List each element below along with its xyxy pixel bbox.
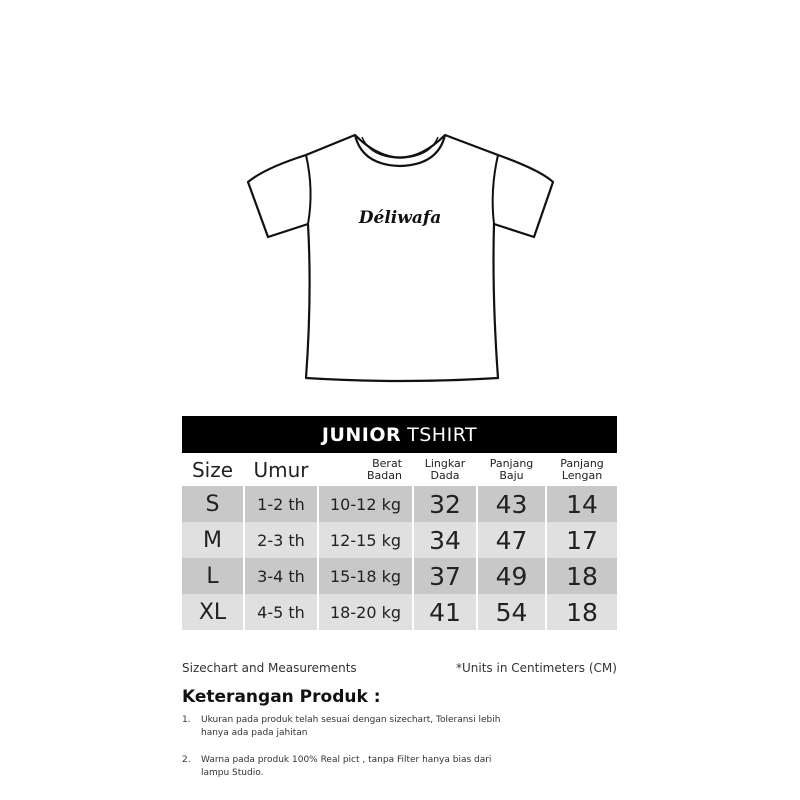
- keterangan-title: Keterangan Produk :: [182, 687, 381, 707]
- list-item-number: 1.: [182, 715, 191, 725]
- size-table: [182, 453, 617, 630]
- cell-length: 43: [477, 486, 546, 522]
- cell-weight: 10-12 kg: [318, 486, 413, 522]
- cell-sleeve: 14: [546, 486, 617, 522]
- cell-length: 49: [477, 558, 546, 594]
- cell-chest: 37: [413, 558, 477, 594]
- cell-age: 2-3 th: [244, 522, 318, 558]
- cell-size: M: [182, 522, 244, 558]
- list-item-number: 2.: [182, 755, 191, 765]
- list-item-line2: lampu Studio.: [201, 768, 264, 778]
- cell-size: XL: [182, 594, 244, 630]
- cell-chest: 41: [413, 594, 477, 630]
- list-item-line1: Warna pada produk 100% Real pict , tanpa Filter hanya bias dari: [201, 755, 492, 765]
- sizechart-note: Sizechart and Measurements: [182, 661, 357, 675]
- table-row: [182, 558, 617, 594]
- header-chest-line2: Dada: [430, 468, 460, 482]
- header-length: [477, 453, 546, 486]
- header-sleeve-line2: Lengan: [561, 468, 603, 482]
- list-item-text: [201, 754, 542, 780]
- header-weight: [318, 453, 413, 486]
- cell-length: 54: [477, 594, 546, 630]
- header-length-line1: Panjang: [489, 456, 534, 470]
- title-bold: JUNIOR: [321, 423, 402, 446]
- title-light: TSHIRT: [407, 423, 478, 446]
- brand-logo: Déliwafa: [358, 208, 442, 228]
- list-item-line2: hanya ada pada jahitan: [201, 728, 308, 738]
- table-row: [182, 594, 617, 630]
- cell-weight: 12-15 kg: [318, 522, 413, 558]
- tshirt-illustration: [240, 120, 560, 390]
- cell-age: 3-4 th: [244, 558, 318, 594]
- header-size: Size: [182, 453, 244, 486]
- cell-chest: 32: [413, 486, 477, 522]
- list-item-line1: Ukuran pada produk telah sesuai dengan sizechart, Toleransi lebih: [201, 715, 501, 725]
- cell-age: 1-2 th: [244, 486, 318, 522]
- cell-age: 4-5 th: [244, 594, 318, 630]
- units-note: *Units in Centimeters (CM): [456, 661, 617, 675]
- cell-weight: 15-18 kg: [318, 558, 413, 594]
- cell-length: 47: [477, 522, 546, 558]
- header-weight-line2: Badan: [367, 468, 402, 482]
- cell-sleeve: 18: [546, 558, 617, 594]
- header-length-line2: Baju: [499, 468, 524, 482]
- size-chart: [182, 416, 617, 630]
- header-chest-line1: Lingkar: [424, 456, 466, 470]
- keterangan-list: [182, 714, 542, 794]
- list-item: [182, 714, 542, 740]
- table-row: [182, 486, 617, 522]
- table-row: [182, 522, 617, 558]
- header-weight-line1: Berat: [372, 456, 402, 470]
- cell-chest: 34: [413, 522, 477, 558]
- tshirt-outline-icon: [240, 120, 560, 390]
- cell-size: S: [182, 486, 244, 522]
- list-item-text: [201, 714, 542, 740]
- cell-weight: 18-20 kg: [318, 594, 413, 630]
- cell-sleeve: 18: [546, 594, 617, 630]
- cell-size: L: [182, 558, 244, 594]
- cell-sleeve: 17: [546, 522, 617, 558]
- size-chart-title: [182, 416, 617, 453]
- header-sleeve: [546, 453, 617, 486]
- table-header-row: [182, 453, 617, 486]
- header-sleeve-line1: Panjang: [560, 456, 604, 470]
- header-age: Umur: [244, 453, 318, 486]
- list-item: [182, 754, 542, 780]
- header-chest: [413, 453, 477, 486]
